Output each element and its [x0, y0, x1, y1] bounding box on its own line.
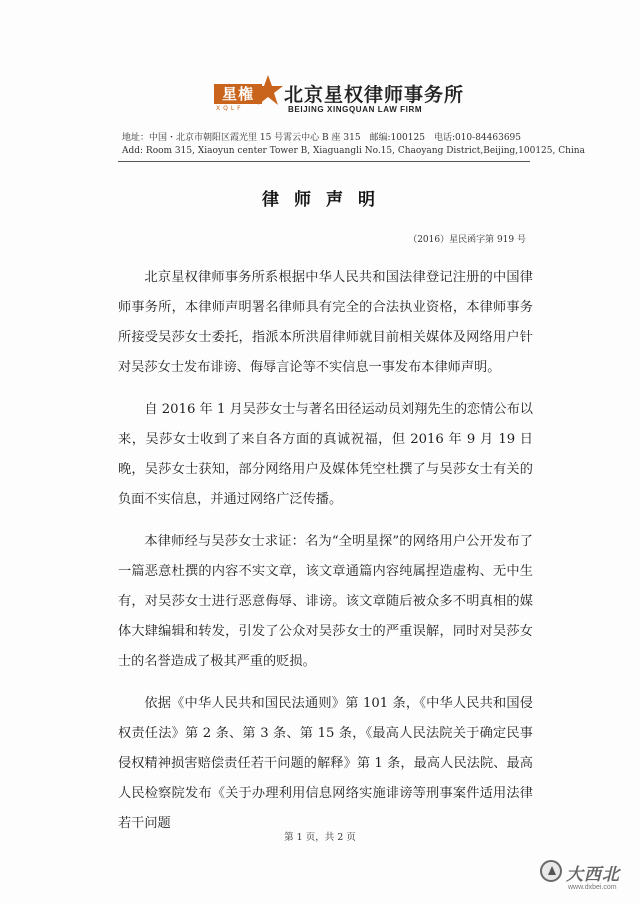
watermark	[540, 858, 635, 898]
paragraph: 北京星权律师事务所系根据中华人民共和国法律登记注册的中国律师事务所，本律师声明署名律师具有完全的合法执业资格，本律师事务所接受吴莎女士委托，指派本所洪眉律师就目前相关媒体及网络用户针对吴莎女士发布诽谤、侮辱言论等不实信息一事发布本律师声明。	[118, 270, 533, 375]
firm-logo-subtext: XQLF	[216, 105, 244, 112]
letterhead-divider	[118, 161, 530, 162]
address-en: Add: Room 315, Xiaoyun center Tower B, Xiaguangli No.15, Chaoyang District,Beijing,100125, China	[122, 146, 585, 156]
paragraph: 本律师经与吴莎女士求证：名为“全明星探”的网络用户公开发布了一篇恶意杜撰的内容不实文章，该文章通篇内容纯属捏造虚构、无中生有，对吴莎女士进行恶意侮辱、诽谤。该文章随后被众多不明真相的媒体大肆编辑和转发，引发了公众对吴莎女士的严重误解，同时对吴莎女士的名誉造成了极其严重的贬损。	[118, 534, 533, 669]
address-cn: 地址：中国・北京市朝阳区霞光里 15 号霄云中心 B 座 315 邮编:100125 电话:010-84463695	[122, 133, 521, 143]
firm-logo: 星権	[214, 84, 262, 104]
watermark-url: www.dxbei.com	[568, 884, 617, 891]
watermark-emblem-icon	[540, 860, 562, 882]
watermark-name: 大西北	[566, 865, 620, 885]
statement-body	[118, 263, 533, 851]
document-title: 律师声明	[262, 190, 390, 210]
firm-name-en: BEIJING XINGQUAN LAW FIRM	[288, 105, 423, 114]
firm-name-cn: 北京星权律师事务所	[284, 84, 465, 106]
paragraph: 自 2016 年 1 月吴莎女士与著名田径运动员刘翔先生的恋情公布以来，吴莎女士收到了来自各方面的真诚祝福，但 2016 年 9 月 19 日晚，吴莎女士获知，部分网络用户及媒体凭空杜撰了与吴莎女士有关的负面不实信息，并通过网络广泛传播。	[118, 402, 533, 507]
letterhead	[214, 74, 474, 120]
page-number-footer: 第 1 页，共 2 页	[284, 832, 356, 843]
paragraph: 依据《中华人民共和国民法通则》第 101 条，《中华人民共和国侵权责任法》第 2 条、第 3 条、第 15 条，《最高人民法院关于确定民事侵权精神损害赔偿责任若干问题的解释》第 1 条，最高人民法院、最高人民检察院发布《关于办理利用信息网络实施诽谤等刑事案件适用法律若干问题	[118, 696, 533, 831]
reference-number: （2016）星民函字第 919 号	[408, 235, 526, 245]
star-icon	[252, 74, 284, 108]
